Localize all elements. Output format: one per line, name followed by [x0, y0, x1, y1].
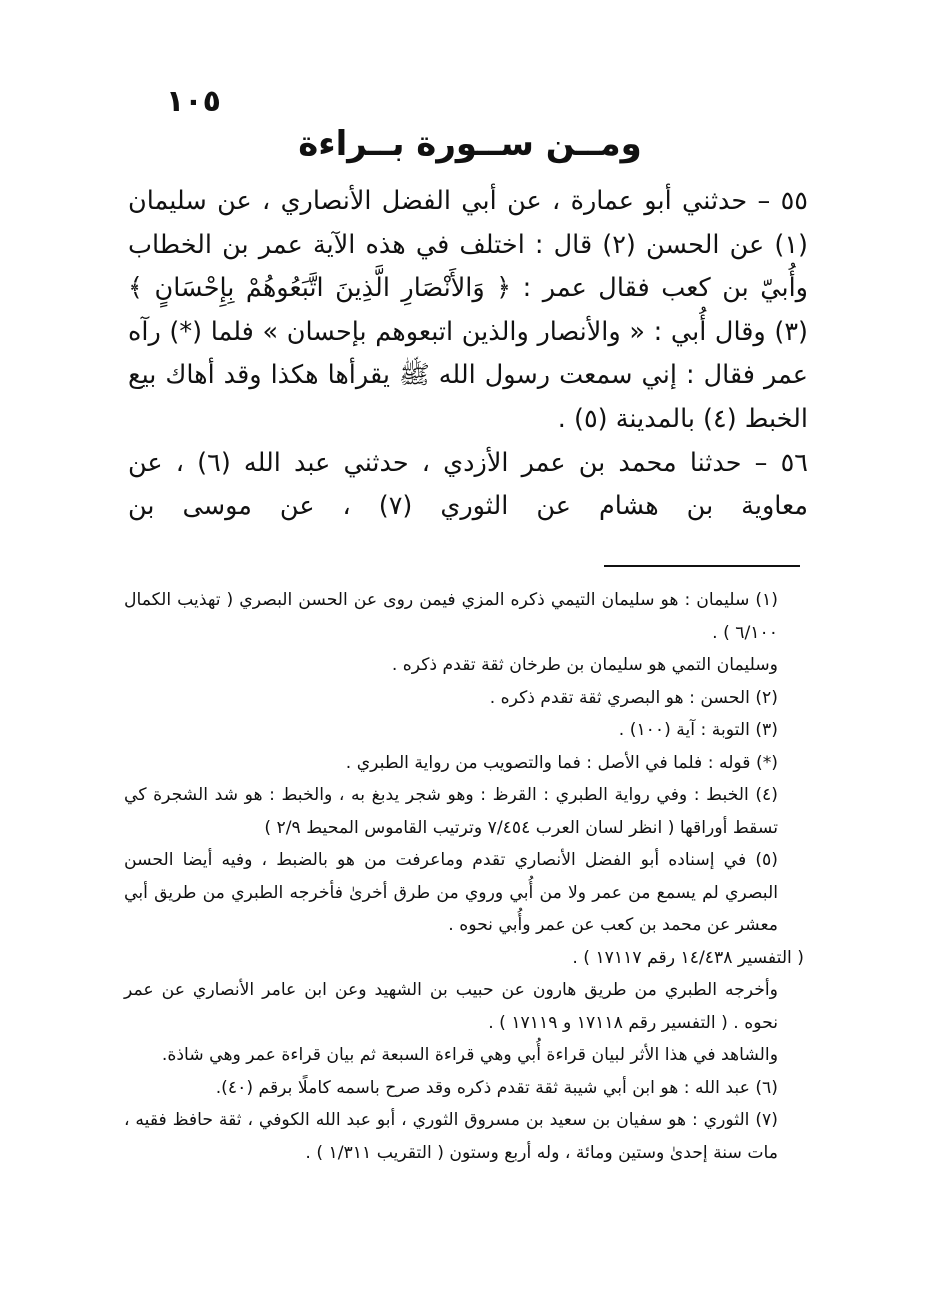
footnote-3: (٣) التوبة : آية (١٠٠) . [618, 720, 778, 740]
footnote-4: (٤) الخبط : وفي رواية الطبري : القرظ : وهو شجر يدبغ به ، والخبط : هو شد الشجرة كي تسقط أوراقها ( انظر لسان العرب ٧/٤٥٤ وترتيب القاموس المحيط ٢/٩ ) [124, 785, 778, 838]
main-paragraph-56: ٥٦ – حدثنا محمد بن عمر الأزدي ، حدثني عبد الله (٦) ، عن معاوية بن هشام عن الثوري (٧) ، عن موسى بن [128, 447, 808, 522]
footnote-5: (٥) في إسناده أبو الفضل الأنصاري تقدم وماعرفت من هو بالضبط ، وفيه أيضا الحسن البصري لم يسمع من عمر ولا من أُبي وروي من طرق أخرىٰ فأخرجه الطبري من طريق أبي معشر عن محمد بن كعب عن عمر وأُبي نحوه . [124, 850, 778, 935]
footnote-2: (٢) الحسن : هو البصري ثقة تقدم ذكره . [489, 687, 778, 708]
footnote-7: (٧) الثوري : هو سفيان بن سعيد بن مسروق الثوري ، أبو عبد الله الكوفي ، ثقة حافظ فقيه ، مات سنة إحدىٰ وستين ومائة ، وله أربع وستون ( التقريب ١/٣١١ ) . [124, 1110, 778, 1163]
footnote-1-continued: وسليمان التمي هو سليمان بن طرخان ثقة تقدم ذكره . [391, 655, 778, 675]
footnote-5-additional: وأخرجه الطبري من طريق هارون عن حبيب بن الشهيد وعن ابن عامر الأنصاري عن عمر نحوه . ( التفسير رقم ١٧١١٨ و ١٧١١٩ ) . [124, 980, 778, 1033]
footnote-1: (١) سليمان : هو سليمان التيمي ذكره المزي فيمن روى عن الحسن البصري ( تهذيب الكمال ٦/١٠٠ ) . [124, 590, 778, 643]
footnote-5-witness: والشاهد في هذا الأثر لبيان قراءة أُبي وهي قراءة السبعة ثم بيان قراءة عمر وهي شاذة. [161, 1045, 778, 1065]
footnote-star: (*) قوله : فلما في الأصل : فما والتصويب من رواية الطبري . [345, 752, 778, 773]
main-text [128, 180, 808, 529]
footnote-divider [604, 565, 800, 567]
chapter-title: ومــن ســورة بــراءة [298, 124, 642, 164]
footnote-6: (٦) عبد الله : هو ابن أبي شيبة ثقة تقدم ذكره وقد صرح باسمه كاملًا برقم (٤٠). [215, 1077, 778, 1098]
page-number: ١٠٥ [166, 84, 221, 119]
footnotes [124, 584, 804, 1169]
footnote-5-citation: ( التفسير ١٤/٤٣٨ رقم ١٧١١٧ ) . [572, 947, 804, 968]
main-paragraph-55: ٥٥ – حدثني أبو عمارة ، عن أبي الفضل الأنصاري ، عن سليمان (١) عن الحسن (٢) قال : اختلف في هذه الآية عمر بن الخطاب وأُبيّ بن كعب فقال عمر : ﴿ وَالأَنْصَارِ الَّذِينَ اتَّبَعُوهُمْ بِإِحْسَانٍ ﴾ (٣) وقال أُبي : « والأنصار والذين اتبعوهم بإحسان » فلما (*) رآه عمر فقال : إني سمعت رسول الله ﷺ يقرأها هكذا وقد أهاك بيع الخبط (٤) بالمدينة (٥) . [128, 186, 808, 434]
